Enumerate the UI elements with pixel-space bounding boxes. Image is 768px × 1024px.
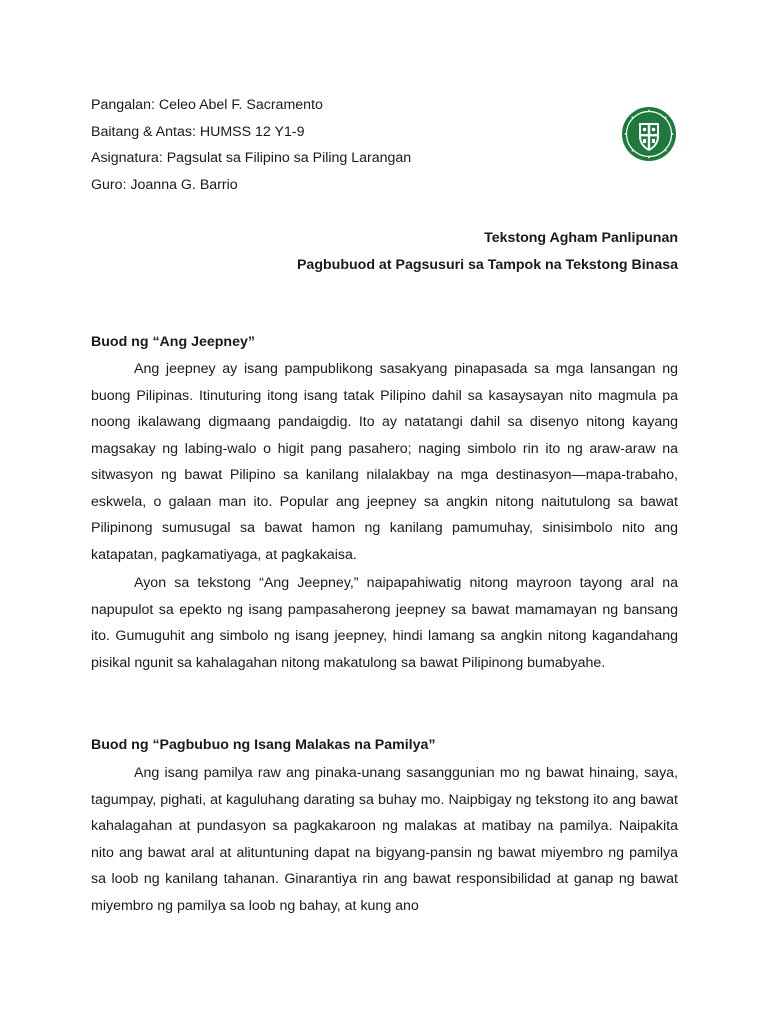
document-title: Tekstong Agham Panlipunan <box>484 230 678 246</box>
school-seal-logo <box>621 106 677 162</box>
paragraph: Ang jeepney ay isang pampublikong sasakyang pinapasada sa mga lansangan ng buong Pilipinas. Itinuturing itong isang tatak Pilipino dahil sa kasaysayan nito magmula pa noong ikalawang digmaang pandaigdig. Ito ay natatangi dahil sa disenyo nitong kayang magsakay ng labing-walo o higit pang pasahero; naging simbolo rin ito ng araw-araw na sitwasyon ng bawat Pilipino sa kanilang nilalakbay na mga destinasyon—mapa-trabaho, eskwela, o galaan man ito. Popular ang jeepney sa angkin nitong naitutulong sa bawat Pilipinong sumusugal sa bawat hamon ng kanilang pamumuhay, sinisimbolo nito ang katapatan, pagkamatiyaga, at pagkakaisa. <box>91 361 678 563</box>
document-page <box>91 0 678 1024</box>
paragraph: Ayon sa tekstong “Ang Jeepney,” naipapahiwatig nitong mayroon tayong aral na napupulot sa epekto ng isang pampasaherong jeepney sa bawat mamamayan ng bansang ito. Gumuguhit ang simbolo ng isang jeepney, hindi lamang sa angkin nitong kagandahang pisikal ngunit sa kahalagahan nitong makatulong sa bawat Pilipinong bumabyahe. <box>91 575 678 671</box>
document-titles <box>297 225 678 279</box>
student-grade: Baitang & Antas: HUMSS 12 Y1-9 <box>91 123 305 140</box>
document-subtitle: Pagbubuod at Pagsusuri sa Tampok na Tekstong Binasa <box>296 257 678 273</box>
student-info <box>91 92 411 198</box>
school-seal-icon <box>621 106 677 162</box>
student-subject: Asignatura: Pagsulat sa Filipino sa Piling Larangan <box>91 150 412 166</box>
section-heading: Buod ng “Pagbubuo ng Isang Malakas na Pamilya” <box>91 737 436 753</box>
student-name: Pangalan: Celeo Abel F. Sacramento <box>91 97 323 113</box>
student-teacher: Guro: Joanna G. Barrio <box>91 176 238 193</box>
paragraph: Ang isang pamilya raw ang pinaka-unang sasanggunian mo ng bawat hinaing, saya, tagumpay, pighati, at kaguluhang darating sa buhay mo. Naipbigay ng tekstong ito ang bawat kahalagahan at pundasyon sa pagkakaroon ng malakas at matibay na pamilya. Naipakita nito ang bawat aral at alituntuning dapat na bigyang-pansin ng bawat miyembro ng pamilya sa loob ng kanilang tahanan. Ginarantiya rin ang bawat responsibilidad at ganap ng bawat miyembro ng pamilya sa loob ng bahay, at kung ano <box>91 765 678 914</box>
section-heading: Buod ng “Ang Jeepney” <box>91 334 255 350</box>
